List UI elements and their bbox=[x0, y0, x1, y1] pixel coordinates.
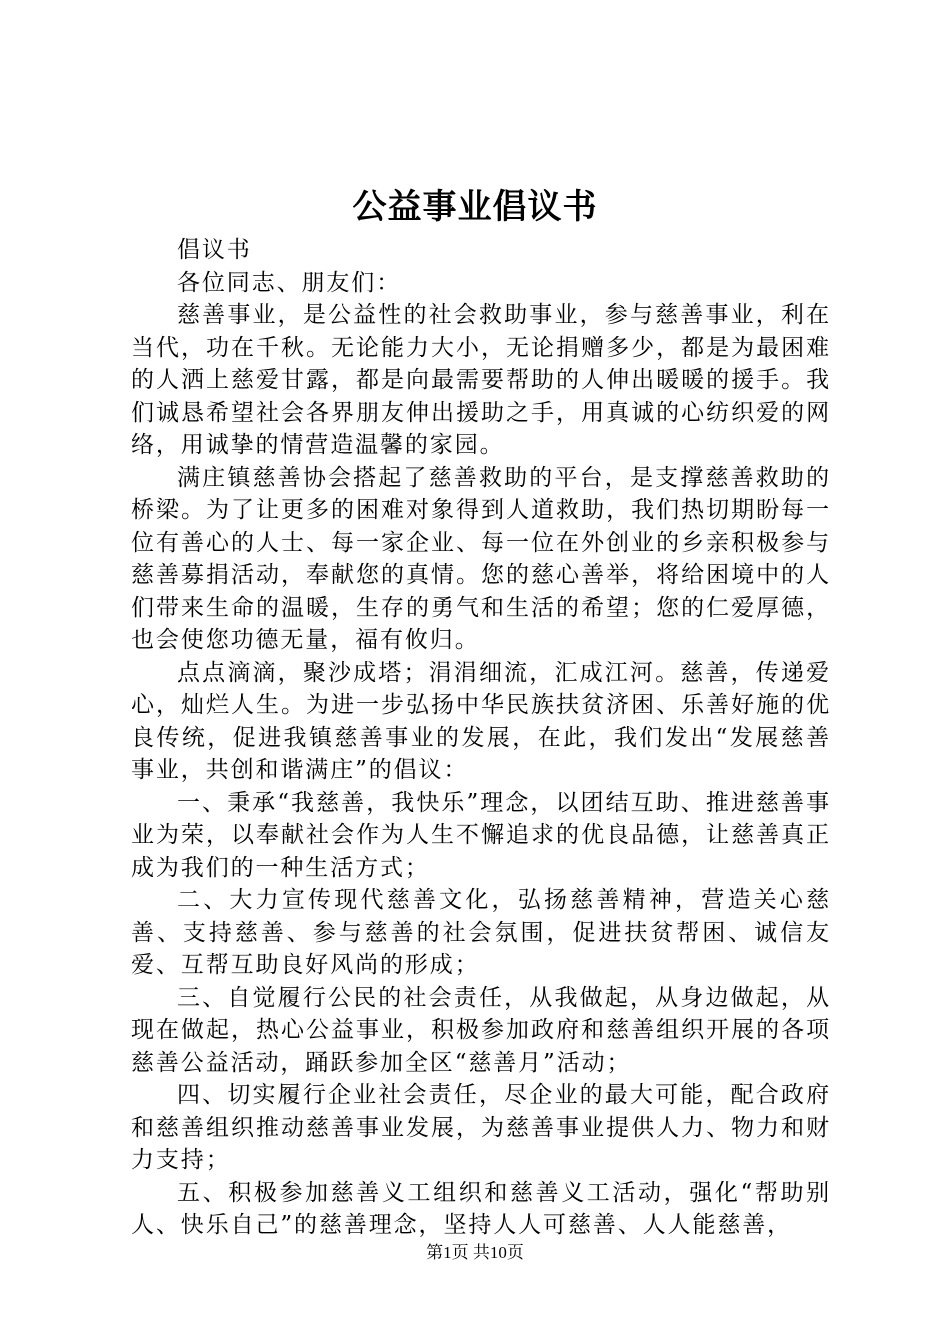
paragraph-item: 一、秉承“我慈善，我快乐”理念，以团结互助、推进慈善事业为荣，以奉献社会作为人生不懈追求的优良品德，让慈善真正成为我们的一种生活方式； bbox=[131, 789, 831, 881]
paragraph: 满庄镇慈善协会搭起了慈善救助的平台，是支撑慈善救助的桥梁。为了让更多的困难对象得到人道救助，我们热切期盼每一位有善心的人士、每一家企业、每一位在外创业的乡亲积极参与慈善募捐活动，奉献您的真情。您的慈心善举，将给困境中的人们带来生命的温暖，生存的勇气和生活的希望；您的仁爱厚德，也会使您功德无量，福有攸归。 bbox=[131, 464, 831, 653]
page-indicator: 第1页 共10页 bbox=[426, 1243, 524, 1262]
paragraph: 慈善事业，是公益性的社会救助事业，参与慈善事业，利在当代，功在千秋。无论能力大小，无论捐赠多少，都是为最困难的人洒上慈爱甘露，都是向最需要帮助的人伸出暖暖的援手。我们诚恳希望社会各界朋友伸出援助之手，用真诚的心纺织爱的网络，用诚挚的情营造温馨的家园。 bbox=[131, 302, 831, 458]
paragraph-item: 五、积极参加慈善义工组织和慈善义工活动，强化“帮助别人、快乐自己”的慈善理念，坚持人人可慈善、人人能慈善， bbox=[131, 1179, 831, 1238]
paragraph-item: 二、大力宣传现代慈善文化，弘扬慈善精神，营造关心慈善、支持慈善、参与慈善的社会氛围，促进扶贫帮困、诚信友爱、互帮互助良好风尚的形成； bbox=[131, 887, 831, 978]
paragraph-heading: 倡议书 bbox=[177, 237, 252, 263]
page-footer bbox=[0, 1241, 950, 1265]
document-title: 公益事业倡议书 bbox=[352, 187, 598, 227]
paragraph-salutation: 各位同志、朋友们： bbox=[177, 269, 402, 296]
paragraph-item: 四、切实履行企业社会责任，尽企业的最大可能，配合政府和慈善组织推动慈善事业发展，为慈善事业提供人力、物力和财力支持； bbox=[131, 1082, 831, 1173]
document-body bbox=[131, 234, 831, 1242]
paragraph-item: 三、自觉履行公民的社会责任，从我做起，从身边做起，从现在做起，热心公益事业，积极参加政府和慈善组织开展的各项慈善公益活动，踊跃参加全区“慈善月”活动； bbox=[131, 984, 831, 1076]
paragraph: 点点滴滴，聚沙成塔；涓涓细流，汇成江河。慈善，传递爱心，灿烂人生。为进一步弘扬中华民族扶贫济困、乐善好施的优良传统，促进我镇慈善事业的发展，在此，我们发出“发展慈善事业，共创和谐满庄”的倡议： bbox=[131, 659, 831, 783]
